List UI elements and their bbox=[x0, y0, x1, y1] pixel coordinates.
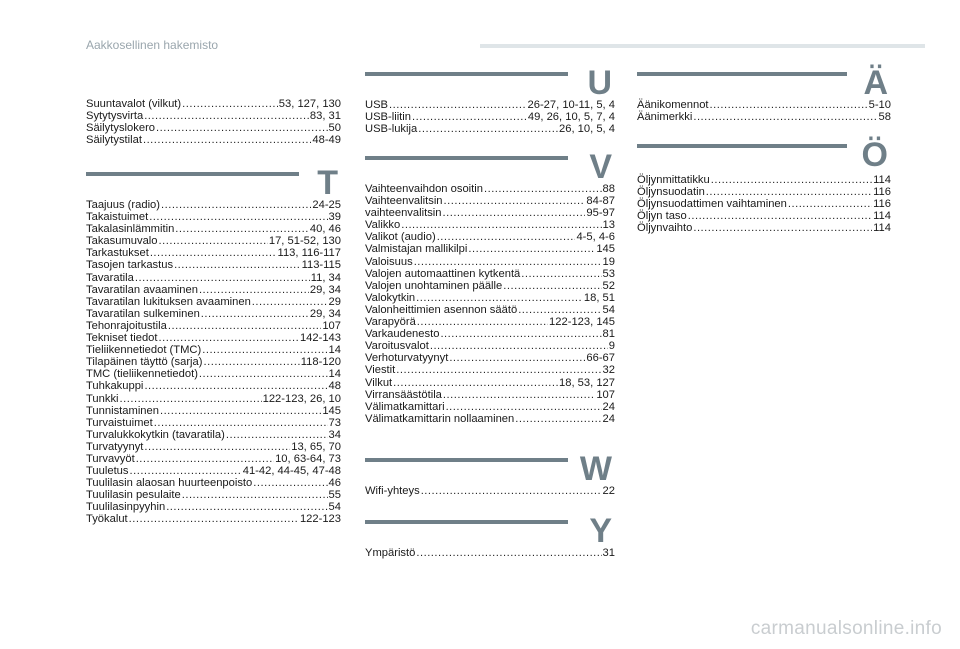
section-t bbox=[86, 164, 341, 526]
index-term: Sytytysvirta bbox=[86, 110, 144, 123]
dot-leader bbox=[515, 413, 601, 425]
index-entry bbox=[86, 308, 341, 320]
dot-leader bbox=[693, 111, 877, 123]
dot-leader bbox=[201, 308, 309, 320]
index-pages: 50 bbox=[328, 122, 341, 135]
dot-leader bbox=[226, 429, 328, 441]
dot-leader bbox=[136, 453, 274, 465]
index-entry bbox=[86, 465, 341, 477]
index-term: Tuulilasin alaosan huurteenpoisto bbox=[86, 477, 253, 490]
index-term: Turvalukkokytkin (tavaratila) bbox=[86, 428, 225, 441]
index-entry bbox=[86, 405, 341, 417]
index-entry bbox=[86, 453, 341, 465]
dot-leader bbox=[156, 122, 328, 134]
index-entry bbox=[365, 243, 615, 255]
letter-heading-ae bbox=[637, 64, 891, 112]
index-term: Verhoturvatyynyt bbox=[365, 352, 449, 365]
index-pages: 52 bbox=[602, 279, 615, 292]
index-term: USB-liitin bbox=[365, 111, 412, 124]
dot-leader bbox=[135, 272, 310, 284]
dot-leader bbox=[412, 111, 527, 123]
index-term: Tavaratilan lukituksen avaaminen bbox=[86, 295, 251, 308]
dot-leader bbox=[143, 134, 311, 146]
letter-rule bbox=[637, 144, 847, 148]
dot-leader bbox=[418, 123, 558, 135]
index-term: Ympäristö bbox=[365, 547, 416, 559]
index-term: Takalasinlämmitin bbox=[86, 223, 175, 236]
dot-leader bbox=[159, 332, 299, 344]
index-entry bbox=[86, 356, 341, 368]
index-term: Turvatyynyt bbox=[86, 440, 144, 453]
dot-leader bbox=[503, 280, 601, 292]
letter-rule bbox=[365, 520, 568, 524]
index-pages: 113-115 bbox=[301, 259, 341, 272]
section-s-continued bbox=[86, 98, 341, 146]
dot-leader bbox=[468, 243, 595, 255]
dot-leader bbox=[444, 195, 586, 207]
index-term: Työkalut bbox=[86, 513, 128, 526]
letter-heading-w bbox=[365, 450, 615, 498]
index-pages: 13, 65, 70 bbox=[291, 440, 341, 453]
index-term: Vaihteenvalitsin bbox=[365, 195, 443, 208]
section-ae bbox=[637, 64, 891, 124]
dot-leader bbox=[437, 231, 576, 243]
index-entry bbox=[637, 198, 891, 210]
index-term: Tekniset tiedot bbox=[86, 332, 158, 345]
index-pages: 5-10 bbox=[868, 99, 891, 111]
index-pages: 49, 26, 10, 5, 7, 4 bbox=[527, 111, 615, 124]
index-pages: 46 bbox=[328, 477, 341, 490]
index-term: Välimatkamittari bbox=[365, 400, 445, 413]
index-term: Taajuus (radio) bbox=[86, 199, 160, 211]
index-pages: 122-123, 145 bbox=[549, 316, 615, 329]
index-entry bbox=[86, 501, 341, 513]
index-term: Varoitusvalot bbox=[365, 340, 429, 353]
index-term: Tarkastukset bbox=[86, 247, 149, 260]
index-term: Takasumuvalo bbox=[86, 235, 158, 248]
index-entry bbox=[86, 344, 341, 356]
dot-leader bbox=[182, 489, 328, 501]
index-term: Virransäästötila bbox=[365, 388, 442, 401]
index-term: Öljynmittatikku bbox=[637, 174, 710, 186]
letter-rule bbox=[365, 156, 568, 160]
index-pages: 40, 46 bbox=[309, 223, 341, 236]
index-term: Varkaudenesto bbox=[365, 328, 440, 341]
dot-leader bbox=[150, 247, 277, 259]
index-pages: 114 bbox=[873, 222, 891, 235]
header-rule bbox=[480, 44, 925, 48]
index-entry bbox=[365, 256, 615, 268]
index-pages: 9 bbox=[608, 340, 615, 353]
dot-leader bbox=[129, 513, 299, 525]
dot-leader bbox=[252, 296, 328, 308]
index-entry bbox=[365, 328, 615, 340]
index-pages: 116 bbox=[873, 198, 891, 211]
index-entry bbox=[86, 513, 341, 525]
dot-leader bbox=[443, 389, 595, 401]
index-entry bbox=[365, 316, 615, 328]
index-term: Vilkut bbox=[365, 376, 393, 389]
index-pages: 114 bbox=[873, 210, 891, 223]
index-entry bbox=[86, 134, 341, 146]
index-pages: 14 bbox=[328, 368, 341, 381]
index-pages: 13 bbox=[602, 219, 615, 232]
dot-leader bbox=[253, 477, 327, 489]
dot-leader bbox=[154, 417, 328, 429]
index-pages: 55 bbox=[328, 489, 341, 502]
index-term: Valonheittimien asennon säätö bbox=[365, 303, 518, 316]
dot-leader bbox=[693, 222, 872, 234]
index-pages: 34 bbox=[328, 428, 341, 441]
dot-leader bbox=[144, 441, 290, 453]
index-pages: 114 bbox=[873, 174, 891, 186]
index-pages: 39 bbox=[328, 211, 341, 224]
index-entry bbox=[86, 235, 341, 247]
index-term: Tasojen tarkastus bbox=[86, 259, 174, 272]
index-term: Tavaratilan sulkeminen bbox=[86, 307, 200, 320]
index-term: Tilapäinen täyttö (sarja) bbox=[86, 356, 203, 369]
index-entry bbox=[365, 292, 615, 304]
index-pages: 107 bbox=[596, 388, 615, 401]
index-pages: 145 bbox=[322, 404, 341, 417]
dot-leader bbox=[130, 465, 242, 477]
section-oe bbox=[637, 136, 891, 235]
index-entry bbox=[86, 223, 341, 235]
index-term: Valikot (audio) bbox=[365, 231, 436, 244]
dot-leader bbox=[204, 356, 300, 368]
index-entry bbox=[86, 332, 341, 344]
index-pages: 107 bbox=[322, 319, 341, 332]
index-pages: 54 bbox=[328, 501, 341, 514]
dot-leader bbox=[149, 211, 327, 223]
index-entry bbox=[86, 211, 341, 223]
index-term: Tuhkakuppi bbox=[86, 380, 144, 393]
index-pages: 145 bbox=[596, 243, 615, 256]
letter-heading-oe bbox=[637, 136, 891, 184]
index-pages: 66-67 bbox=[586, 352, 615, 365]
index-term: Takaistuimet bbox=[86, 211, 149, 224]
index-term: Tavaratilan avaaminen bbox=[86, 283, 198, 296]
index-pages: 58 bbox=[878, 111, 891, 124]
index-pages: 81 bbox=[602, 328, 615, 341]
index-term: Turvavyöt bbox=[86, 452, 135, 465]
index-pages: 29, 34 bbox=[309, 283, 341, 296]
index-pages: 17, 51-52, 130 bbox=[268, 235, 341, 248]
index-pages: 118-120 bbox=[300, 356, 341, 369]
dot-leader bbox=[446, 401, 602, 413]
index-entry bbox=[86, 477, 341, 489]
index-term: Tuulilasin pesulaite bbox=[86, 489, 181, 502]
watermark: carmanualsonline.info bbox=[750, 618, 942, 639]
index-term: Tunnistaminen bbox=[86, 404, 159, 417]
index-term: Säilytystilat bbox=[86, 134, 142, 147]
section-w bbox=[365, 450, 615, 497]
letter-heading-v bbox=[365, 148, 615, 196]
dot-leader bbox=[393, 377, 558, 389]
index-term: Valokytkin bbox=[365, 291, 416, 304]
letter-rule bbox=[365, 458, 568, 462]
index-pages: 26-27, 10-11, 5, 4 bbox=[527, 99, 615, 111]
index-entry bbox=[86, 489, 341, 501]
dot-leader bbox=[416, 292, 583, 304]
letter-heading-y bbox=[365, 512, 615, 560]
dot-leader bbox=[396, 364, 601, 376]
index-pages: 18, 53, 127 bbox=[559, 376, 615, 389]
index-term: vaihteenvalitsin bbox=[365, 207, 442, 220]
section-letter: Y bbox=[589, 512, 612, 550]
index-entry bbox=[86, 122, 341, 134]
dot-leader bbox=[144, 380, 327, 392]
index-pages: 113, 116-117 bbox=[277, 247, 341, 260]
index-term: Valmistajan mallikilpi bbox=[365, 243, 468, 256]
index-term: USB-lukija bbox=[365, 123, 418, 136]
index-entry bbox=[86, 417, 341, 429]
index-entry bbox=[86, 98, 341, 110]
index-term: Öljynvaihto bbox=[637, 222, 693, 235]
index-pages: 22 bbox=[602, 485, 615, 497]
index-term: Tuuletus bbox=[86, 465, 129, 478]
index-entry bbox=[86, 441, 341, 453]
dot-leader bbox=[175, 223, 309, 235]
index-pages: 48 bbox=[328, 380, 341, 393]
index-entry bbox=[365, 195, 615, 207]
dot-leader bbox=[199, 284, 309, 296]
letter-rule bbox=[637, 72, 847, 76]
index-entry bbox=[86, 393, 341, 405]
dot-leader bbox=[174, 259, 301, 271]
section-letter: Ä bbox=[863, 64, 888, 102]
dot-leader bbox=[449, 352, 585, 364]
index-pages: 10, 63-64, 73 bbox=[275, 452, 341, 465]
dot-leader bbox=[182, 98, 278, 110]
index-term: Öljynsuodatin bbox=[637, 186, 705, 199]
index-entry bbox=[86, 296, 341, 308]
dot-leader bbox=[440, 328, 601, 340]
index-pages: 41-42, 44-45, 47-48 bbox=[242, 465, 341, 478]
index-pages: 48-49 bbox=[312, 134, 341, 147]
index-entry bbox=[86, 320, 341, 332]
index-entry bbox=[365, 280, 615, 292]
index-entry bbox=[86, 368, 341, 380]
index-pages: 14 bbox=[328, 344, 341, 357]
dot-leader bbox=[160, 405, 321, 417]
index-pages: 95-97 bbox=[586, 207, 615, 220]
letter-heading-t bbox=[86, 164, 341, 212]
index-entry bbox=[637, 210, 891, 222]
dot-leader bbox=[159, 235, 268, 247]
index-pages: 29 bbox=[328, 295, 341, 308]
dot-leader bbox=[788, 198, 872, 210]
index-entry bbox=[365, 123, 615, 135]
index-entry bbox=[365, 364, 615, 376]
index-term: Valikko bbox=[365, 219, 401, 232]
index-pages: 24-25 bbox=[312, 199, 341, 211]
page-header-title: Aakkosellinen hakemisto bbox=[86, 38, 219, 52]
index-pages: 122-123 bbox=[299, 513, 341, 526]
section-u bbox=[365, 64, 615, 136]
index-entry bbox=[365, 377, 615, 389]
entry-list bbox=[86, 199, 341, 526]
dot-leader bbox=[521, 268, 601, 280]
dot-leader bbox=[518, 304, 601, 316]
letter-rule bbox=[86, 172, 299, 176]
index-entry bbox=[86, 259, 341, 271]
index-term: Säilytyslokero bbox=[86, 122, 156, 135]
index-term: Viestit bbox=[365, 364, 396, 377]
index-term: Äänikomennot bbox=[637, 99, 709, 111]
index-term: Valoisuus bbox=[365, 255, 413, 268]
dot-leader bbox=[706, 186, 872, 198]
index-entry bbox=[365, 401, 615, 413]
dot-leader bbox=[401, 219, 601, 231]
index-entry bbox=[365, 268, 615, 280]
dot-leader bbox=[417, 316, 548, 328]
index-term: Valojen unohtaminen päälle bbox=[365, 279, 503, 292]
index-pages: 116 bbox=[873, 186, 891, 199]
index-entry bbox=[365, 231, 615, 243]
index-pages: 19 bbox=[602, 255, 615, 268]
letter-rule bbox=[365, 72, 568, 76]
index-entry bbox=[365, 340, 615, 352]
index-pages: 54 bbox=[602, 303, 615, 316]
index-pages: 84-87 bbox=[586, 195, 615, 208]
index-pages: 73 bbox=[328, 416, 341, 429]
index-term: Valojen automaattinen kytkentä bbox=[365, 267, 521, 280]
index-entry bbox=[365, 389, 615, 401]
index-term: TMC (tieliikennetiedot) bbox=[86, 368, 198, 381]
index-term: Tehonrajoitustila bbox=[86, 319, 167, 332]
dot-leader bbox=[430, 340, 608, 352]
index-pages: 11, 34 bbox=[310, 271, 341, 284]
dot-leader bbox=[202, 344, 327, 356]
index-pages: 88 bbox=[602, 183, 615, 195]
index-pages: 31 bbox=[602, 547, 615, 559]
index-entry bbox=[86, 380, 341, 392]
dot-leader bbox=[443, 207, 586, 219]
section-letter: V bbox=[589, 148, 612, 186]
letter-heading-u bbox=[365, 64, 615, 112]
dot-leader bbox=[166, 501, 327, 513]
index-entry bbox=[365, 111, 615, 123]
index-pages: 53 bbox=[602, 267, 615, 280]
dot-leader bbox=[688, 210, 872, 222]
index-term: Wifi-yhteys bbox=[365, 485, 420, 497]
section-y bbox=[365, 512, 615, 559]
dot-leader bbox=[168, 320, 321, 332]
index-term: Turvaistuimet bbox=[86, 416, 153, 429]
index-term: Suuntavalot (vilkut) bbox=[86, 98, 182, 110]
index-pages: 24 bbox=[602, 412, 615, 425]
index-entry bbox=[86, 272, 341, 284]
dot-leader bbox=[144, 110, 309, 122]
index-term: Tieliikennetiedot (TMC) bbox=[86, 344, 202, 357]
index-pages: 18, 51 bbox=[583, 291, 615, 304]
section-letter: T bbox=[317, 164, 338, 202]
index-entry bbox=[365, 352, 615, 364]
section-v bbox=[365, 148, 615, 425]
index-pages: 32 bbox=[602, 364, 615, 377]
index-entry bbox=[365, 413, 615, 425]
dot-leader bbox=[199, 368, 328, 380]
section-letter: W bbox=[579, 450, 612, 488]
index-entry bbox=[637, 186, 891, 198]
index-entry bbox=[365, 304, 615, 316]
index-entry bbox=[365, 219, 615, 231]
section-letter: Ö bbox=[861, 136, 888, 174]
index-term: Äänimerkki bbox=[637, 111, 693, 124]
entry-list bbox=[365, 183, 615, 425]
index-term: Öljynsuodattimen vaihtaminen bbox=[637, 198, 787, 211]
index-pages: 122-123, 26, 10 bbox=[262, 392, 341, 405]
entry-list bbox=[86, 98, 341, 146]
index-term: Tuulilasinpyyhin bbox=[86, 501, 166, 514]
index-entry bbox=[86, 247, 341, 259]
index-term: Vaihteenvaihdon osoitin bbox=[365, 183, 483, 195]
index-pages: 4-5, 4-6 bbox=[576, 231, 615, 244]
dot-leader bbox=[120, 393, 262, 405]
index-term: Tavaratila bbox=[86, 271, 134, 284]
index-pages: 53, 127, 130 bbox=[278, 98, 341, 110]
index-term: USB bbox=[365, 99, 389, 111]
section-letter: U bbox=[587, 64, 612, 102]
index-entry bbox=[365, 207, 615, 219]
index-pages: 26, 10, 5, 4 bbox=[559, 123, 615, 136]
index-entry bbox=[637, 111, 891, 123]
dot-leader bbox=[414, 256, 602, 268]
index-pages: 24 bbox=[602, 400, 615, 413]
index-entry bbox=[86, 284, 341, 296]
index-entry bbox=[86, 110, 341, 122]
index-pages: 83, 31 bbox=[309, 110, 341, 123]
index-pages: 29, 34 bbox=[309, 307, 341, 320]
index-entry bbox=[86, 429, 341, 441]
index-term: Öljyn taso bbox=[637, 210, 687, 223]
index-term: Välimatkamittarin nollaaminen bbox=[365, 412, 515, 425]
index-entry bbox=[637, 222, 891, 234]
index-term: Varapyörä bbox=[365, 316, 416, 329]
index-term: Tunkki bbox=[86, 392, 119, 405]
index-pages: 142-143 bbox=[299, 332, 341, 345]
